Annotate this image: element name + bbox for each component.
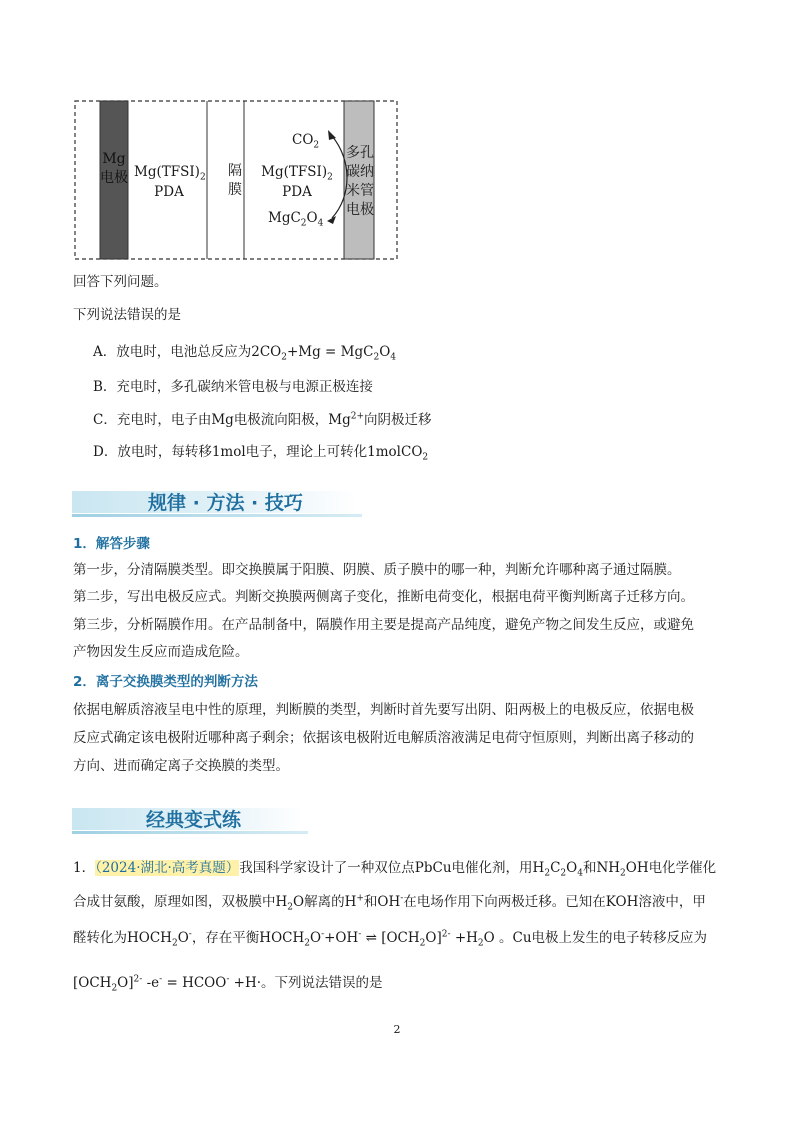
- right-electrolyte-formula: $Mg(TFSI)_2$: [261, 164, 333, 183]
- question-text: 下列说法错误的是: [73, 307, 181, 323]
- method-para-line-2: 反应式确定该电极附近哪种离子剩余；依据该电极附近电解质溶液满足电荷守恒原则，判断出离子移动的: [73, 730, 694, 746]
- option-d: D．放电时，每转移1mol电子，理论上可转化1molCO$_2$: [93, 444, 429, 463]
- step-3: 第三步，分析隔膜作用。在产品制备中，隔膜作用主要是提高产品纯度，避免产物之间发生反应，或避免: [73, 617, 694, 633]
- section2-title: 经典变式练: [146, 809, 242, 831]
- section1-subheading-2: 2．离子交换膜类型的判断方法: [73, 674, 258, 690]
- q1-line-2: 合成甘氨酸，原理如图，双极膜中$H_2O$解离的H+和OH-在电场作用下向两极迁移。已知在KOH溶液中，甲: [73, 893, 706, 913]
- q1-source-tag[interactable]: （2024·湖北·高考真题）: [95, 860, 240, 876]
- section1-subheading-1: 1．解答步骤: [73, 536, 150, 552]
- left-electrolyte-sub: PDA: [154, 184, 184, 200]
- q1-number: 1．: [73, 860, 96, 876]
- step-2: 第二步，写出电极反应式。判断交换膜两侧离子变化，推断电荷变化，根据电荷平衡判断离子迁移方向。: [73, 589, 694, 605]
- intro-text: 回答下列问题。: [73, 274, 168, 290]
- section1-title: 规律 · 方法 · 技巧: [148, 492, 303, 514]
- q1-line-3: 醛转化为$HOCH_2O^-$，存在平衡$HOCH_2O^-+OH^-$ ⇌ $[OCH_2O]^{2-} +H_2O$ 。Cu电极上发生的电子转移反应为: [73, 929, 708, 949]
- method-para-line-1: 依据电解质溶液呈电中性的原理，判断膜的类型，判断时首先要写出阴、阳两极上的电极反应，依据电极: [73, 702, 694, 718]
- step-3-cont: 产物因发生反应而造成危险。: [73, 644, 249, 660]
- page-number: 2: [393, 1023, 401, 1036]
- carbon-electrode-label: 多孔碳纳米管电极: [346, 145, 374, 218]
- battery-diagram: [74, 100, 398, 260]
- option-c: C．充电时，电子由Mg电极流向阳极，$Mg^{2+}$向阴极迁移: [93, 411, 432, 428]
- option-a: A．放电时，电池总反应为$2CO_2+Mg = MgC_2O_4$: [93, 344, 396, 363]
- mg-electrode-label: Mg电极: [100, 151, 128, 186]
- method-para-line-3: 方向、进而确定离子交换膜的类型。: [73, 758, 289, 774]
- left-electrolyte-formula: $Mg(TFSI)_2$: [134, 164, 206, 183]
- left-electrolyte-label: [134, 162, 204, 202]
- q1-line-1: [73, 858, 716, 878]
- q1-line-4: $[OCH_2O]^{2-}$ -e- = HCOO- +H·。下列说法错误的是: [73, 974, 383, 994]
- separator-label: 隔膜: [228, 163, 242, 198]
- right-electrolyte-label: [258, 162, 336, 202]
- option-b: B．充电时，多孔碳纳米管电极与电源正极连接: [93, 379, 373, 395]
- q1-line-1-text: 我国科学家设计了一种双位点PbCu电催化剂，用$H_2C_2O_4$和$NH_2OH$电化学催化: [239, 860, 717, 879]
- mgc2o4-label: $MgC_2O_4$: [268, 210, 324, 229]
- co2-label: $CO_2$: [292, 132, 320, 151]
- right-electrolyte-sub: PDA: [282, 184, 312, 200]
- step-1: 第一步，分清隔膜类型。即交换膜属于阳膜、阴膜、质子膜中的哪一种，判断允许哪种离子通过隔膜。: [73, 562, 681, 578]
